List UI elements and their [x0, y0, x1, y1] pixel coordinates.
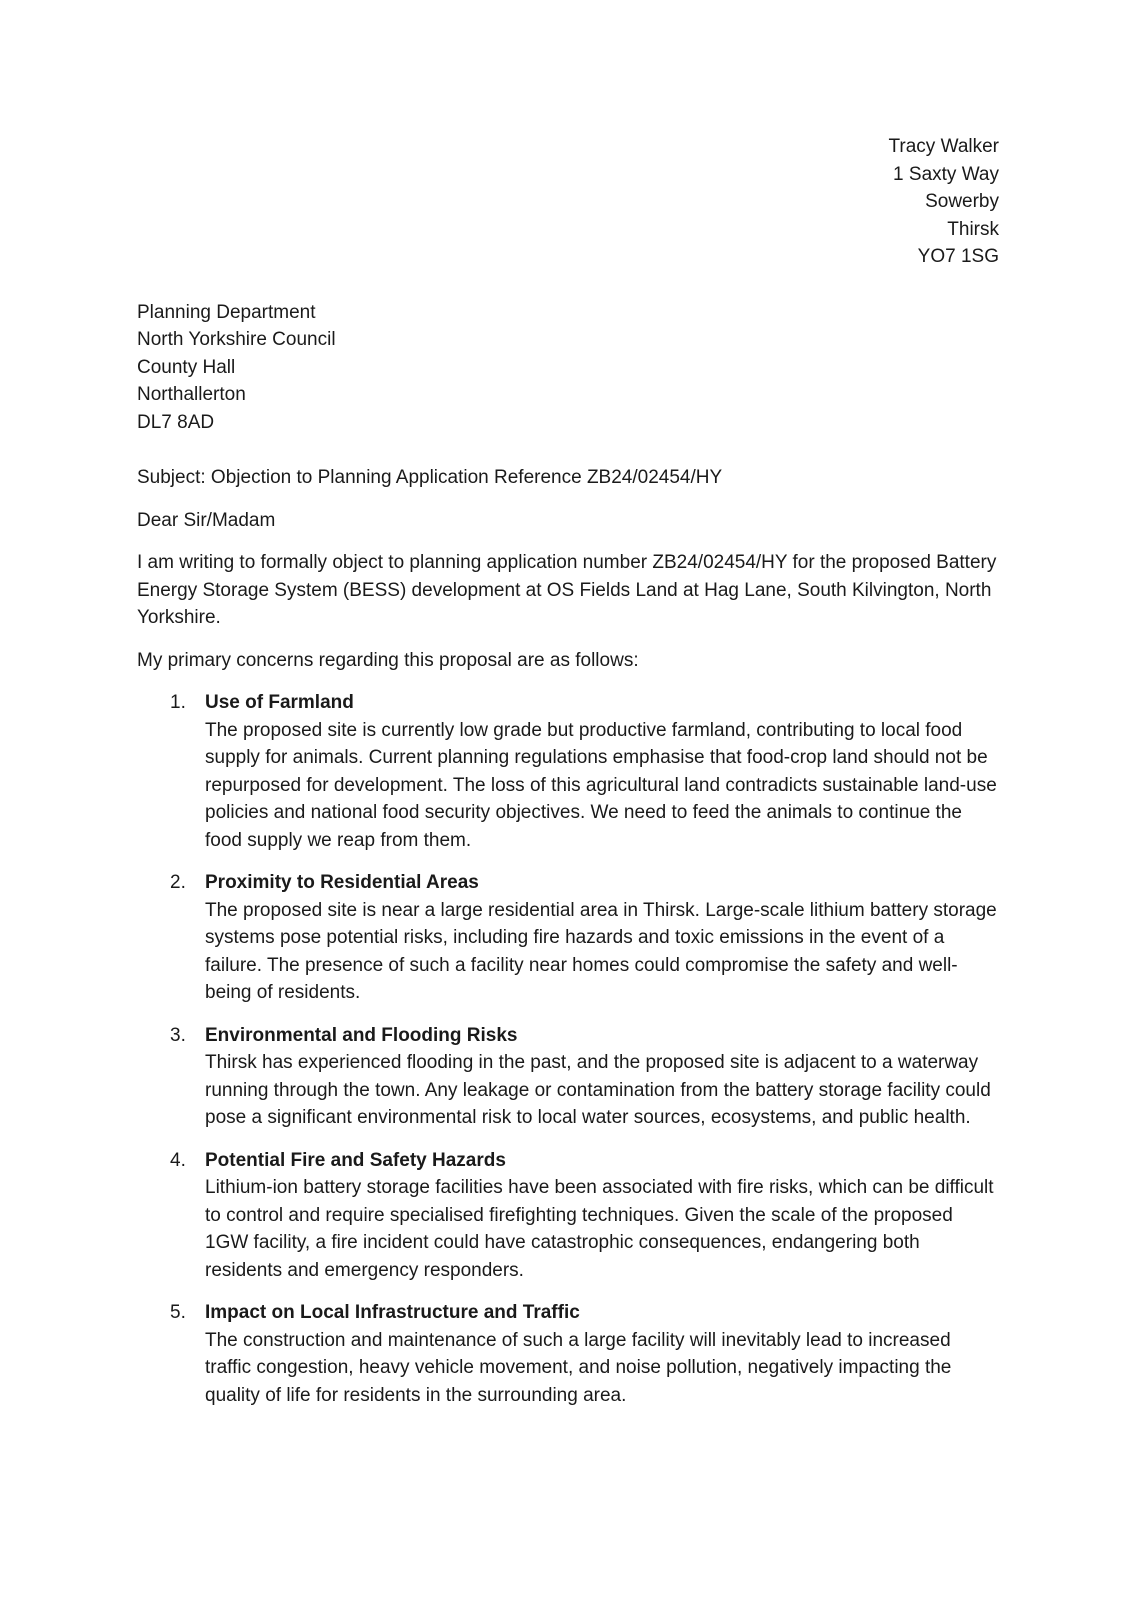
concern-item: [137, 689, 997, 854]
salutation: Dear Sir/Madam: [137, 509, 276, 531]
concerns-list: [137, 689, 997, 1409]
concern-body: Lithium-ion battery storage facilities have been associated with fire risks, which can be difficult to control and require specialised firefighting techniques. Given the scale of the proposed 1GW facility, a fire incident could have catastrophic consequences, endangering both residents and emergency responders.: [205, 1177, 994, 1281]
concern-title: Environmental and Flooding Risks: [205, 1024, 518, 1046]
recipient-postcode: DL7 8AD: [137, 411, 215, 433]
sender-name: Tracy Walker: [888, 136, 999, 157]
sender-address-block: [137, 133, 999, 271]
concern-item: [137, 1022, 997, 1132]
concern-body: Thirsk has experienced flooding in the past, and the proposed site is adjacent to a waterway running through the town. Any leakage or contamination from the battery storage facility could pose a significant environmental risk to local water sources, ecosystems, and public health.: [205, 1052, 991, 1128]
intro-paragraph: I am writing to formally object to planning application number ZB24/02454/HY for the proposed Battery Energy Storage System (BESS) development at OS Fields Land at Hag Lane, South Kilvington, North Yorkshire.: [137, 552, 997, 628]
concern-title: Use of Farmland: [205, 692, 354, 713]
concern-item: [137, 1147, 997, 1285]
concern-body: The construction and maintenance of such a large facility will inevitably lead to increased traffic congestion, heavy vehicle movement, and noise pollution, negatively impacting the quality of life for residents in the surrounding area.: [205, 1329, 952, 1406]
concern-number: 4.: [170, 1149, 186, 1171]
sender-address-line: Thirsk: [947, 218, 999, 240]
recipient-line: Northallerton: [137, 384, 246, 405]
sender-address-line: 1 Saxty Way: [893, 163, 999, 185]
recipient-line: County Hall: [137, 356, 236, 378]
concern-number: 5.: [170, 1302, 186, 1323]
sender-address-line: Sowerby: [925, 191, 999, 212]
concern-item: [137, 869, 997, 1007]
concern-title: Impact on Local Infrastructure and Traffic: [205, 1302, 580, 1323]
concern-item: [137, 1299, 997, 1409]
concern-body: The proposed site is near a large residential area in Thirsk. Large-scale lithium battery storage systems pose potential risks, including fire hazards and toxic emissions in the event of a failure. The presence of such a facility near homes could compromise the safety and well-being of residents.: [205, 899, 997, 1003]
concern-title: Proximity to Residential Areas: [205, 872, 479, 893]
concern-number: 2.: [170, 872, 186, 893]
recipient-line: Planning Department: [137, 301, 316, 323]
sender-postcode: YO7 1SG: [917, 246, 999, 267]
concern-number: 3.: [170, 1024, 186, 1046]
letter-page: [137, 133, 997, 1424]
recipient-line: North Yorkshire Council: [137, 329, 336, 350]
concern-number: 1.: [170, 692, 186, 713]
concern-title: Potential Fire and Safety Hazards: [205, 1149, 506, 1171]
subject-line: Subject: Objection to Planning Application Reference ZB24/02454/HY: [137, 467, 723, 488]
concerns-lead-paragraph: My primary concerns regarding this proposal are as follows:: [137, 649, 639, 671]
recipient-address-block: [137, 299, 997, 437]
concern-body: The proposed site is currently low grade but productive farmland, contributing to local food supply for animals. Current planning regulations emphasise that food-crop land should not be repurposed for development. The loss of this agricultural land contradicts sustainable land-use policies and national food security objectives. We need to feed the animals to continue the food supply we reap from them.: [205, 719, 997, 851]
